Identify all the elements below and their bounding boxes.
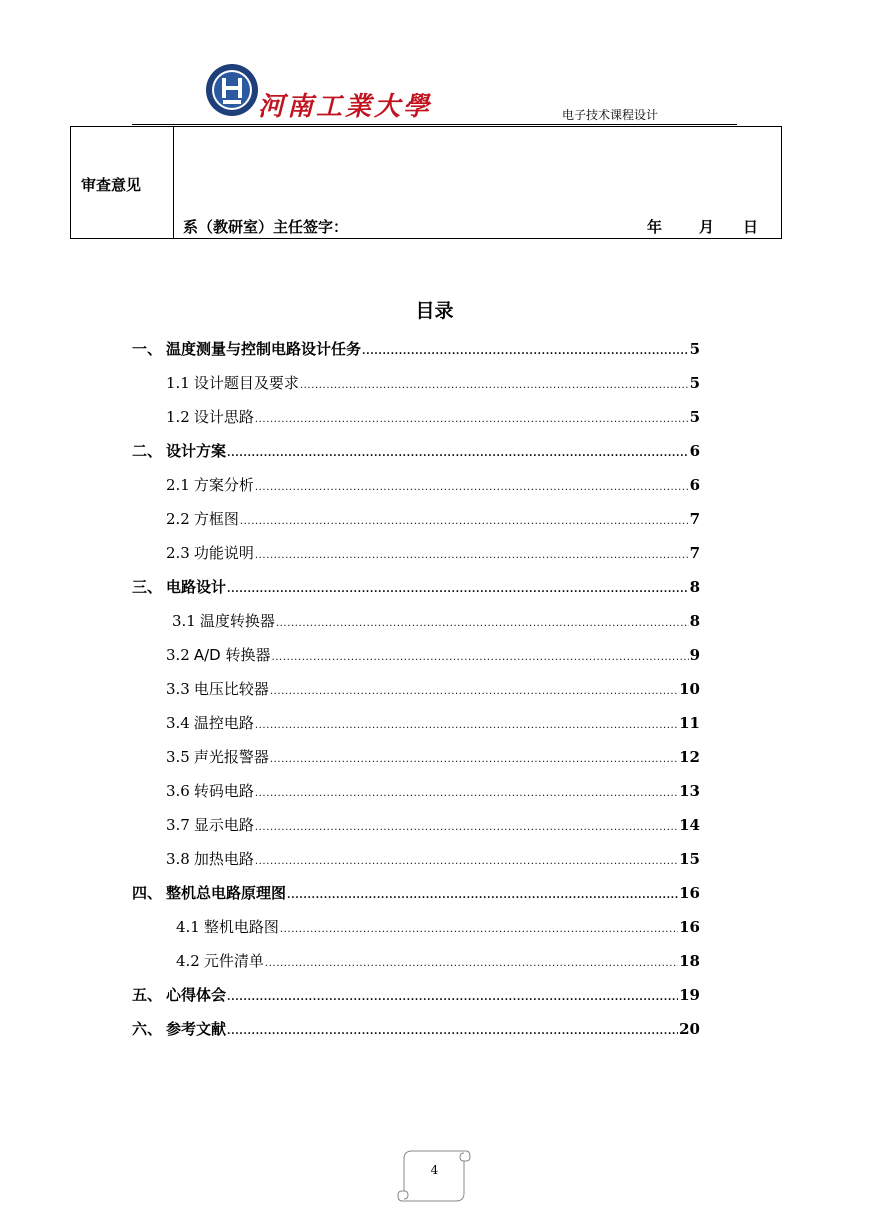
- toc-page: 8: [689, 578, 700, 596]
- toc-section: [166, 712, 700, 734]
- toc-leader: [270, 680, 678, 698]
- toc-text: 显示电路: [193, 816, 254, 834]
- toc-chapter: [132, 1018, 700, 1040]
- toc-text: 声光报警器: [193, 748, 269, 766]
- toc-number: 2.2: [166, 510, 190, 528]
- toc-section: [176, 950, 700, 972]
- toc-page: 5: [689, 408, 700, 426]
- toc-text: 加热电路: [193, 850, 254, 868]
- date-year: 年: [647, 218, 663, 236]
- toc-page: 16: [679, 918, 700, 936]
- toc-number: 2.1: [166, 476, 190, 494]
- review-table: [70, 126, 782, 239]
- toc-chapter: [132, 338, 700, 360]
- toc-page: 5: [689, 340, 700, 358]
- toc-section: [166, 372, 700, 394]
- review-label: 审查意见: [81, 176, 142, 194]
- course-name: 电子技术课程设计: [562, 108, 659, 122]
- toc-section: [172, 610, 700, 632]
- toc-page: 18: [679, 952, 700, 970]
- toc-number: 3.4: [166, 714, 190, 732]
- toc-page: 10: [679, 680, 700, 698]
- toc-page: 12: [679, 748, 700, 766]
- toc-text: 参考文献: [166, 1020, 227, 1038]
- toc-number: 一、: [132, 340, 163, 358]
- toc-number: 4.2: [176, 952, 200, 970]
- toc-title: 目录: [415, 300, 454, 322]
- toc-number: 3.3: [166, 680, 190, 698]
- toc-number: 二、: [132, 442, 163, 460]
- toc-number: 3.7: [166, 816, 190, 834]
- toc-leader: [276, 612, 689, 630]
- toc-leader: [255, 782, 678, 800]
- toc-number: 3.1: [172, 612, 196, 630]
- toc-text: 功能说明: [193, 544, 254, 562]
- toc-section: [166, 746, 700, 768]
- toc-text: 方案分析: [193, 476, 254, 494]
- toc-page: 8: [689, 612, 700, 630]
- date-month: 月: [699, 218, 715, 236]
- toc-section: [166, 474, 700, 496]
- toc-page: 5: [689, 374, 700, 392]
- toc-text: A/D 转换器: [193, 646, 271, 664]
- toc-leader: [227, 1020, 678, 1038]
- toc-number: 五、: [132, 986, 163, 1004]
- toc-number: 4.1: [176, 918, 200, 936]
- page-number: 4: [430, 1163, 439, 1177]
- toc-page: 7: [689, 544, 700, 562]
- toc-page: 20: [679, 1020, 700, 1038]
- toc-leader: [255, 408, 689, 426]
- toc-text: 整机总电路原理图: [166, 884, 287, 902]
- toc-leader: [255, 816, 678, 834]
- toc-leader: [255, 714, 678, 732]
- university-name: 河南工業大學: [258, 92, 433, 122]
- toc-leader: [255, 476, 689, 494]
- toc-section: [176, 916, 700, 938]
- toc-text: 温度转换器: [199, 612, 275, 630]
- toc-text: 电路设计: [166, 578, 227, 596]
- toc-page: 9: [689, 646, 700, 664]
- header-divider: [132, 124, 737, 125]
- toc-number: 3.2: [166, 646, 190, 664]
- toc-section: [166, 644, 700, 666]
- toc-number: 1.2: [166, 408, 190, 426]
- toc-leader: [255, 850, 678, 868]
- date-day: 日: [743, 218, 759, 236]
- toc-text: 设计方案: [166, 442, 227, 460]
- toc-number: 2.3: [166, 544, 190, 562]
- toc-page: 16: [679, 884, 700, 902]
- toc-section: [166, 678, 700, 700]
- toc-leader: [362, 340, 689, 358]
- toc-number: 1.1: [166, 374, 190, 392]
- toc-chapter: [132, 440, 700, 462]
- toc-leader: [255, 544, 689, 562]
- toc-leader: [280, 918, 678, 936]
- toc-page: 11: [679, 714, 700, 732]
- review-label-cell: [71, 127, 174, 238]
- toc-number: 六、: [132, 1020, 163, 1038]
- toc-leader: [270, 748, 678, 766]
- toc-text: 元件清单: [203, 952, 264, 970]
- toc-section: [166, 780, 700, 802]
- toc-leader: [272, 646, 689, 664]
- toc-section: [166, 848, 700, 870]
- toc-number: 三、: [132, 578, 163, 596]
- toc-section: [166, 508, 700, 530]
- toc-section: [166, 542, 700, 564]
- toc-chapter: [132, 984, 700, 1006]
- toc-text: 心得体会: [166, 986, 227, 1004]
- toc-page: 13: [679, 782, 700, 800]
- toc-page: 15: [679, 850, 700, 868]
- toc-number: 3.6: [166, 782, 190, 800]
- toc-section: [166, 406, 700, 428]
- toc-text: 设计题目及要求: [193, 374, 299, 392]
- signature-label: 系（教研室）主任签字：: [183, 218, 349, 236]
- toc-text: 转码电路: [193, 782, 254, 800]
- toc-leader: [227, 578, 689, 596]
- toc-text: 设计思路: [193, 408, 254, 426]
- toc-page: 6: [689, 442, 700, 460]
- toc-number: 3.8: [166, 850, 190, 868]
- toc-text: 温控电路: [193, 714, 254, 732]
- toc-text: 方框图: [193, 510, 239, 528]
- toc-chapter: [132, 576, 700, 598]
- toc-text: 整机电路图: [203, 918, 279, 936]
- toc-leader: [287, 884, 678, 902]
- toc-section: [166, 814, 700, 836]
- toc-page: 14: [679, 816, 700, 834]
- toc-leader: [240, 510, 689, 528]
- toc-number: 3.5: [166, 748, 190, 766]
- toc-leader: [300, 374, 689, 392]
- toc-page: 19: [679, 986, 700, 1004]
- toc-text: 电压比较器: [193, 680, 269, 698]
- toc-page: 7: [689, 510, 700, 528]
- toc-number: 四、: [132, 884, 163, 902]
- toc-page: 6: [689, 476, 700, 494]
- toc-text: 温度测量与控制电路设计任务: [166, 340, 362, 358]
- toc-leader: [265, 952, 678, 970]
- university-seal-icon: [204, 62, 260, 118]
- toc-leader: [227, 986, 678, 1004]
- toc-chapter: [132, 882, 700, 904]
- toc-leader: [227, 442, 689, 460]
